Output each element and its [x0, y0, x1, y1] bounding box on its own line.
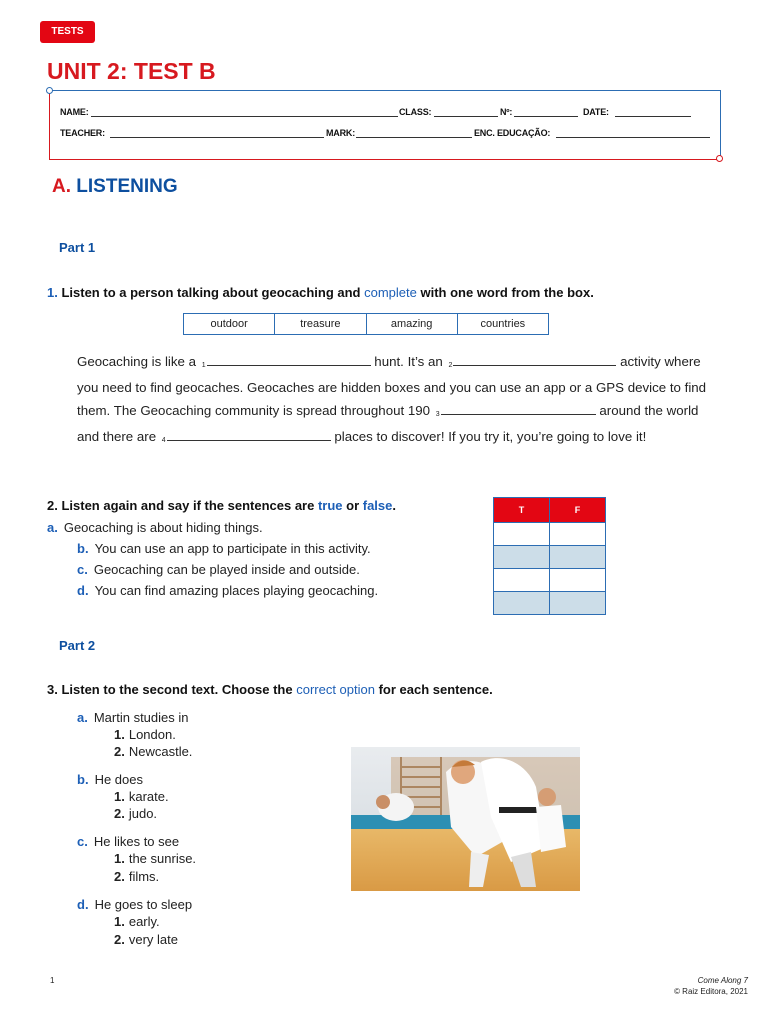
corner-dot-icon — [716, 155, 723, 162]
statement-text: Geocaching is about hiding things. — [63, 520, 263, 535]
statement-label: a. — [47, 520, 58, 535]
statement-d — [77, 583, 378, 598]
choice-stem: He does — [94, 772, 143, 787]
highlight-word: false — [362, 498, 393, 513]
option-number: 1. — [114, 914, 125, 929]
false-header: F — [550, 498, 606, 523]
option-text: Newcastle. — [128, 744, 193, 759]
question-text: Listen again and say if the sentences are — [61, 498, 318, 513]
date-line[interactable] — [615, 116, 691, 117]
student-info-box — [49, 90, 721, 160]
question-number: 2. — [47, 498, 58, 513]
number-label: Nº: — [500, 107, 513, 117]
question-text: Listen to the second text. Choose the — [61, 682, 297, 697]
statement-text: Geocaching can be played inside and outside. — [93, 562, 360, 577]
highlight-word: complete — [364, 285, 417, 300]
option-number: 1. — [114, 727, 125, 742]
true-header: T — [494, 498, 550, 523]
gap-1-blank[interactable] — [207, 352, 371, 366]
option-number: 1. — [114, 851, 125, 866]
option[interactable] — [114, 851, 196, 866]
option[interactable] — [114, 932, 178, 947]
answer-cell-true[interactable] — [494, 523, 550, 546]
option[interactable] — [114, 727, 176, 742]
option-text: karate. — [128, 789, 169, 804]
statement-label: c. — [77, 562, 88, 577]
book-title: Come Along 7 — [697, 976, 748, 985]
option[interactable] — [114, 869, 159, 884]
option[interactable] — [114, 806, 157, 821]
choice-label: b. — [77, 772, 89, 787]
judo-illustration-icon — [351, 747, 580, 891]
question-3 — [47, 682, 493, 697]
footer-credits — [674, 975, 748, 997]
name-line[interactable] — [91, 116, 398, 117]
word-box — [183, 313, 549, 335]
option[interactable] — [114, 744, 192, 759]
statement-label: d. — [77, 583, 89, 598]
highlight-word: correct option — [296, 682, 375, 697]
gap-fill-paragraph — [77, 350, 717, 451]
gap-3-blank[interactable] — [441, 401, 596, 415]
mark-line[interactable] — [356, 137, 472, 138]
highlight-word: true — [317, 498, 343, 513]
choice-item-c — [77, 834, 179, 849]
part-2-heading: Part 2 — [59, 638, 96, 653]
enc-line[interactable] — [556, 137, 710, 138]
choice-stem: Martin studies in — [93, 710, 189, 725]
option-number: 2. — [114, 806, 125, 821]
answer-cell-false[interactable] — [550, 569, 606, 592]
judo-photo — [351, 747, 580, 891]
gap-number: 1 — [201, 362, 206, 369]
word-box-item: outdoor — [184, 314, 275, 334]
teacher-line[interactable] — [110, 137, 324, 138]
question-text: for each sentence. — [374, 682, 493, 697]
answer-cell-false[interactable] — [550, 546, 606, 569]
option[interactable] — [114, 914, 160, 929]
class-label: CLASS: — [399, 107, 432, 117]
word-box-item: treasure — [275, 314, 366, 334]
choice-stem: He likes to see — [93, 834, 180, 849]
number-line[interactable] — [514, 116, 578, 117]
mark-label: MARK: — [326, 128, 355, 138]
paragraph-text: around the world and there are — [77, 403, 699, 444]
choice-label: d. — [77, 897, 89, 912]
statement-text: You can use an app to participate in this activity. — [94, 541, 371, 556]
choice-label: c. — [77, 834, 88, 849]
option-text: films. — [128, 869, 160, 884]
gap-number: 2 — [448, 362, 453, 369]
part-1-heading: Part 1 — [59, 240, 96, 255]
choice-item-d — [77, 897, 192, 912]
question-number: 3. — [47, 682, 58, 697]
choice-label: a. — [77, 710, 88, 725]
word-box-item: countries — [480, 318, 526, 330]
statement-c — [77, 562, 360, 577]
question-text: with one word from the box. — [416, 285, 594, 300]
option-text: early. — [128, 914, 160, 929]
option-number: 2. — [114, 932, 125, 947]
teacher-label: TEACHER: — [60, 128, 105, 138]
choice-item-a — [77, 710, 189, 725]
question-text: or — [342, 498, 363, 513]
name-label: NAME: — [60, 107, 89, 117]
paragraph-text: activity where you need to find geocaches. Geocaches are hidden boxes and you can use an app or a GPS device to find them. The Geocaching community is spread throughout 190 — [77, 354, 707, 418]
date-label: DATE: — [583, 107, 609, 117]
statement-label: b. — [77, 541, 89, 556]
gap-number: 3 — [435, 411, 440, 418]
paragraph-text: Geocaching is like a — [77, 354, 200, 369]
option-text: the sunrise. — [128, 851, 197, 866]
statement-a — [47, 520, 263, 535]
tests-tag: TESTS — [40, 21, 95, 43]
gap-4-blank[interactable] — [167, 427, 331, 441]
answer-cell-false[interactable] — [550, 523, 606, 546]
choice-stem: He goes to sleep — [94, 897, 193, 912]
answer-cell-true[interactable] — [494, 592, 550, 615]
question-number: 1. — [47, 285, 58, 300]
option-text: very late — [128, 932, 178, 947]
section-title: LISTENING — [76, 176, 178, 197]
answer-cell-true[interactable] — [494, 569, 550, 592]
word-box-item: amazing — [367, 314, 458, 334]
option-number: 2. — [114, 869, 125, 884]
option-number: 2. — [114, 744, 125, 759]
gap-2-blank[interactable] — [453, 352, 616, 366]
statement-text: You can find amazing places playing geocaching. — [94, 583, 379, 598]
enc-label: ENC. EDUCAÇÃO: — [474, 128, 551, 138]
page-number: 1 — [50, 976, 55, 985]
answer-cell-true[interactable] — [494, 546, 550, 569]
paragraph-text: places to discover! If you try it, you’re going to love it! — [330, 429, 647, 444]
page-title: UNIT 2: TEST B — [47, 58, 216, 84]
class-line[interactable] — [434, 116, 498, 117]
question-1 — [47, 285, 594, 300]
question-2 — [47, 498, 396, 513]
choice-item-b — [77, 772, 143, 787]
corner-dot-icon — [46, 87, 53, 94]
question-text: Listen to a person talking about geocaching and — [61, 285, 365, 300]
section-letter: A. — [52, 176, 71, 197]
section-heading — [52, 176, 178, 198]
option-text: judo. — [128, 806, 158, 821]
question-text: . — [392, 498, 397, 513]
option-number: 1. — [114, 789, 125, 804]
paragraph-text: hunt. It’s an — [370, 354, 447, 369]
copyright: © Raiz Editora, 2021 — [674, 987, 748, 996]
answer-cell-false[interactable] — [550, 592, 606, 615]
gap-number: 4 — [161, 437, 166, 444]
option[interactable] — [114, 789, 169, 804]
statement-b — [77, 541, 371, 556]
option-text: London. — [128, 727, 176, 742]
true-false-table — [493, 497, 606, 615]
